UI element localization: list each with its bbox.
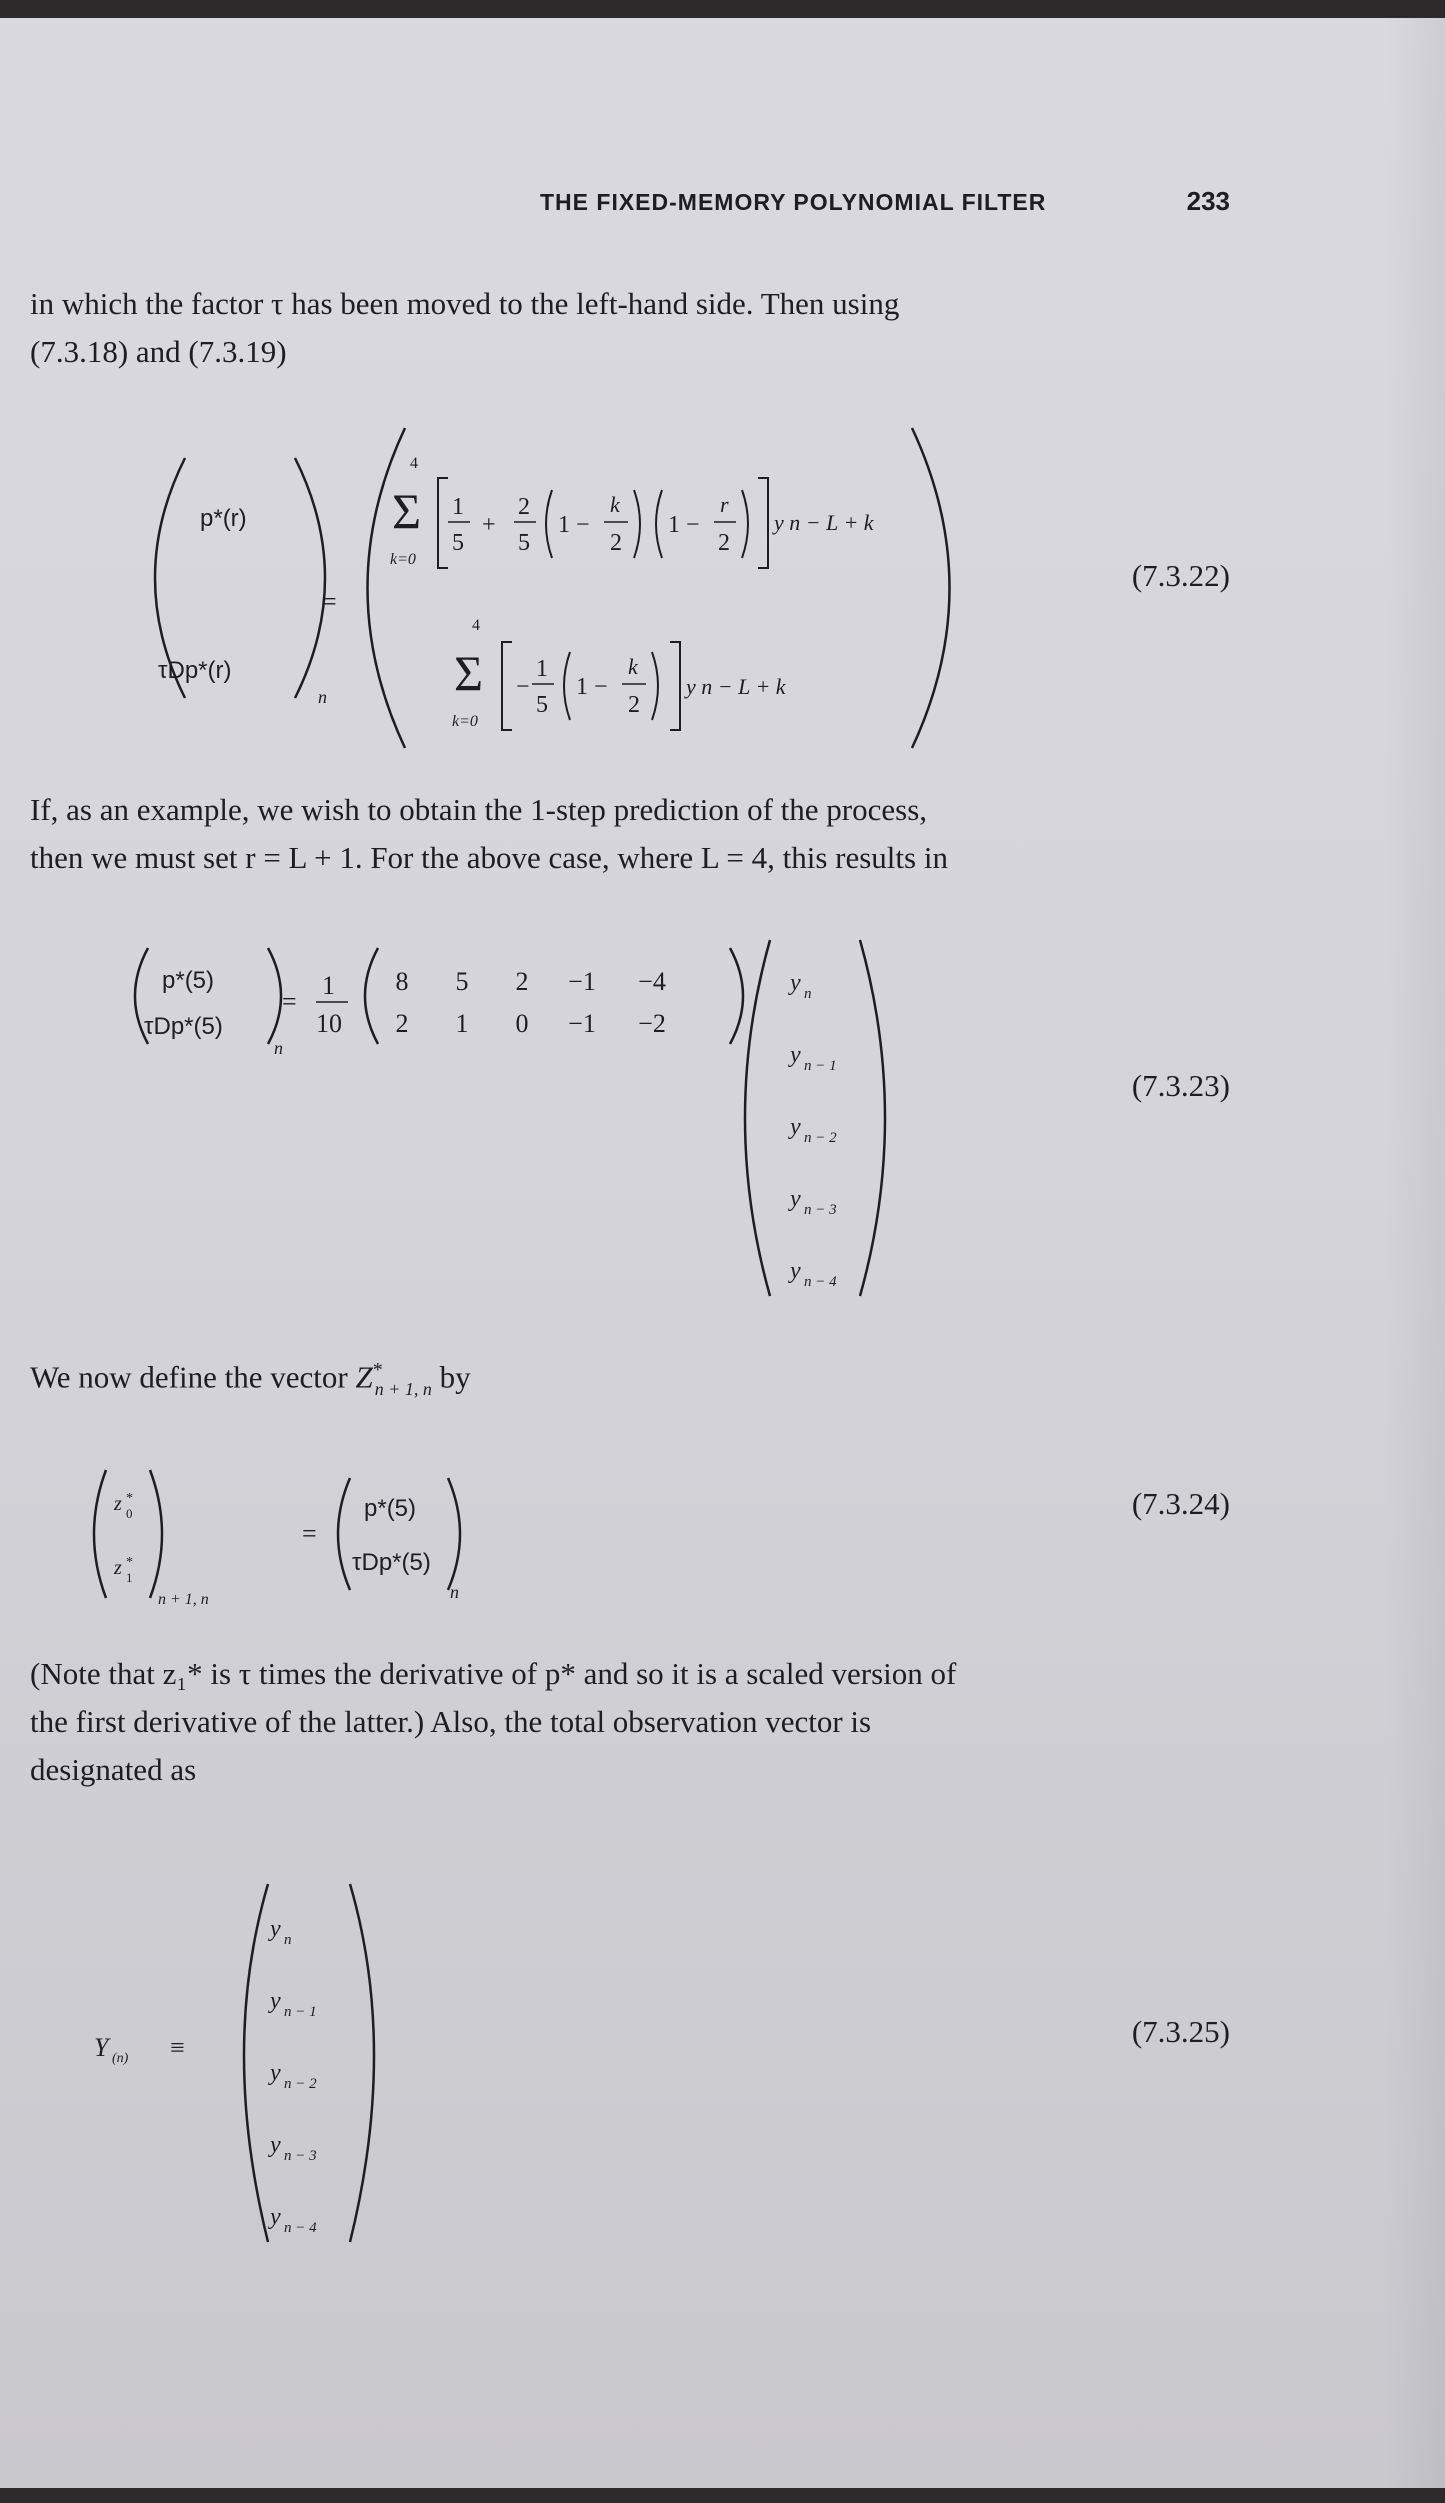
paragraph-note	[30, 1650, 1230, 1794]
vector-entry-subscript: n	[284, 1932, 292, 1948]
matrix-row	[396, 967, 666, 996]
paragraph-line: (Note that z₁* is τ times the derivative of p* and so it is a scaled version of	[30, 1656, 957, 1691]
sum-lower: k=0	[390, 551, 416, 568]
bracket-left	[502, 642, 512, 730]
matrix-row-1-entry: 5	[455, 967, 469, 996]
paren	[656, 490, 662, 558]
matrix-row-2-entry: −1	[568, 1009, 596, 1038]
vector-entry-y: y	[790, 1258, 801, 1284]
running-head: THE FIXED-MEMORY POLYNOMIAL FILTER	[540, 189, 1047, 215]
rhs-subscript: n	[450, 1582, 459, 1602]
vector-entry-y: y	[270, 2060, 281, 2086]
one: 1 −	[576, 674, 608, 700]
vector-entry-subscript: n − 1	[284, 2004, 317, 2020]
row2-term: y n − L + k	[686, 674, 786, 699]
vector-left-paren	[745, 940, 770, 1296]
vector-entry-subscript: n	[804, 986, 812, 1002]
matrix-right-paren	[730, 948, 743, 1044]
paragraph-define	[30, 1346, 1230, 1413]
equals-sign: ≡	[170, 2033, 185, 2062]
lhs-bottom: τDp*(5)	[144, 1013, 223, 1040]
frac-num: 1	[452, 494, 464, 520]
left-paren	[338, 1478, 350, 1590]
equals-sign: =	[322, 587, 337, 616]
lhs-subscript: n	[274, 1038, 283, 1058]
plus-sign: +	[482, 512, 496, 538]
rhs-top: p*(5)	[364, 1495, 417, 1522]
matrix-row-2-entry: 2	[395, 1009, 409, 1038]
bracket-right	[758, 478, 768, 568]
paren	[652, 652, 658, 720]
observation-vector	[788, 970, 837, 1290]
sub-zero: 0	[126, 1506, 133, 1521]
vector-entry-y: y	[790, 1042, 801, 1068]
frac-den: 5	[452, 530, 464, 556]
star: *	[372, 1359, 383, 1381]
sub-one: 1	[126, 1570, 133, 1585]
observation-symbol: Y	[94, 2033, 109, 2062]
vector-entry-y: y	[270, 1916, 281, 1942]
one: 1 −	[558, 512, 590, 538]
star: *	[126, 1555, 133, 1570]
sigma: Σ	[454, 645, 484, 701]
paren	[564, 652, 570, 720]
equation-number: (7.3.25)	[1131, 2014, 1230, 2049]
right-paren	[150, 1470, 162, 1598]
lhs-top: p*(r)	[200, 505, 247, 532]
matrix-left-paren	[365, 948, 378, 1044]
vector-entry-subscript: n − 4	[804, 1274, 837, 1290]
factor-num: 1	[322, 971, 335, 1000]
rhs-bottom: τDp*(5)	[352, 1549, 431, 1576]
vector-entry-y: y	[790, 970, 801, 996]
equation-7-3-24	[30, 1458, 1230, 1618]
vector-entry-y: y	[270, 2204, 281, 2230]
vector-subscript: n + 1, n	[374, 1378, 432, 1399]
bracket-left	[438, 478, 448, 568]
factor-den: 10	[316, 1009, 342, 1038]
lhs-subscript: (n)	[112, 2051, 129, 2066]
page-header	[540, 186, 1230, 217]
frac-num: r	[720, 492, 729, 517]
equation-7-3-22-graphic	[30, 408, 1030, 768]
lhs-bottom: τDp*(r)	[158, 657, 232, 684]
equation-7-3-23	[30, 918, 1230, 1298]
vector-entry-subscript: n − 2	[284, 2076, 317, 2092]
sum-upper: 4	[410, 455, 418, 472]
paragraph-line	[30, 1346, 1230, 1413]
vector-right-paren	[860, 940, 885, 1296]
vector-entry-y: y	[270, 1988, 281, 2014]
text-after: by	[431, 1359, 471, 1395]
equation-7-3-25-graphic	[30, 1848, 1030, 2248]
equation-7-3-22	[30, 408, 1230, 768]
equation-number: (7.3.23)	[1131, 1068, 1230, 1103]
book-page	[0, 18, 1445, 2488]
vector-left-paren	[244, 1884, 268, 2242]
one: 1 −	[668, 512, 700, 538]
matrix-row	[396, 1009, 666, 1038]
lhs-subscript: n	[318, 687, 327, 707]
paragraph-line: If, as an example, we wish to obtain the 1-step prediction of the process,	[30, 792, 928, 827]
sigma: Σ	[392, 483, 422, 539]
minus-sign: −	[516, 674, 530, 700]
matrix-row-2-entry: 1	[455, 1009, 469, 1038]
frac-num: 1	[536, 656, 548, 682]
vector-entry-subscript: n − 4	[284, 2220, 317, 2236]
sum-upper: 4	[472, 617, 480, 634]
z0-star: z	[114, 1493, 122, 1515]
star: *	[126, 1491, 133, 1506]
paragraph-line: designated as	[30, 1752, 197, 1787]
lhs-subscript: n + 1, n	[158, 1591, 209, 1608]
paragraph-line: the first derivative of the latter.) Also, the total observation vector is	[30, 1704, 872, 1739]
equals-sign: =	[302, 1519, 317, 1548]
lhs-top: p*(5)	[162, 967, 215, 994]
vector-right-paren	[350, 1884, 374, 2242]
sum-lower: k=0	[452, 713, 478, 730]
matrix-row-1-entry: −1	[568, 967, 596, 996]
page-number: 233	[1186, 186, 1230, 216]
paragraph-line: (7.3.18) and (7.3.19)	[30, 334, 287, 369]
left-paren	[94, 1470, 106, 1598]
paragraph-line: then we must set r = L + 1. For the above case, where L = 4, this results in	[30, 840, 948, 875]
vector-entry-y: y	[270, 2132, 281, 2158]
matrix-row-2-entry: −2	[638, 1009, 666, 1038]
paren	[634, 490, 640, 558]
vector-entry-y: y	[790, 1186, 801, 1212]
right-paren	[448, 1478, 460, 1590]
right-paren	[295, 458, 325, 698]
frac-num: 2	[518, 494, 530, 520]
big-right-paren	[912, 428, 950, 748]
vector-entry-subscript: n − 1	[804, 1058, 837, 1074]
frac-den: 2	[610, 530, 622, 556]
vector-entry-subscript: n − 3	[284, 2148, 317, 2164]
right-paren	[268, 948, 281, 1044]
equation-7-3-23-graphic	[30, 918, 1030, 1298]
vector-entry-y: y	[790, 1114, 801, 1140]
matrix-row-2-entry: 0	[515, 1009, 529, 1038]
big-left-paren	[368, 428, 406, 748]
vector-entry-subscript: n − 3	[804, 1202, 837, 1218]
paragraph-line: in which the factor τ has been moved to the left-hand side. Then using	[30, 286, 900, 321]
text-before: We now define the vector	[30, 1359, 356, 1395]
frac-num: k	[628, 654, 638, 679]
equation-7-3-24-graphic	[30, 1458, 1030, 1618]
equals-sign: =	[282, 987, 297, 1016]
observation-vector	[268, 1916, 317, 2236]
paragraph-example	[30, 786, 1230, 882]
bracket-right	[670, 642, 680, 730]
vector-symbol: Z	[355, 1359, 373, 1395]
frac-den: 2	[628, 692, 640, 718]
row1-term: y n − L + k	[774, 510, 874, 535]
matrix-row-1-entry: −4	[638, 967, 666, 996]
equation-number: (7.3.24)	[1131, 1486, 1230, 1521]
equation-number: (7.3.22)	[1131, 558, 1230, 593]
paragraph-intro	[30, 280, 1230, 376]
frac-den: 5	[536, 692, 548, 718]
paren	[742, 490, 748, 558]
matrix-row-1-entry: 8	[395, 967, 409, 996]
frac-den: 5	[518, 530, 530, 556]
z1-star: z	[114, 1557, 122, 1579]
equation-7-3-25	[30, 1848, 1230, 2248]
vector-entry-subscript: n − 2	[804, 1130, 837, 1146]
matrix-row-1-entry: 2	[515, 967, 529, 996]
paren	[546, 490, 552, 558]
frac-num: k	[610, 492, 620, 517]
frac-den: 2	[718, 530, 730, 556]
